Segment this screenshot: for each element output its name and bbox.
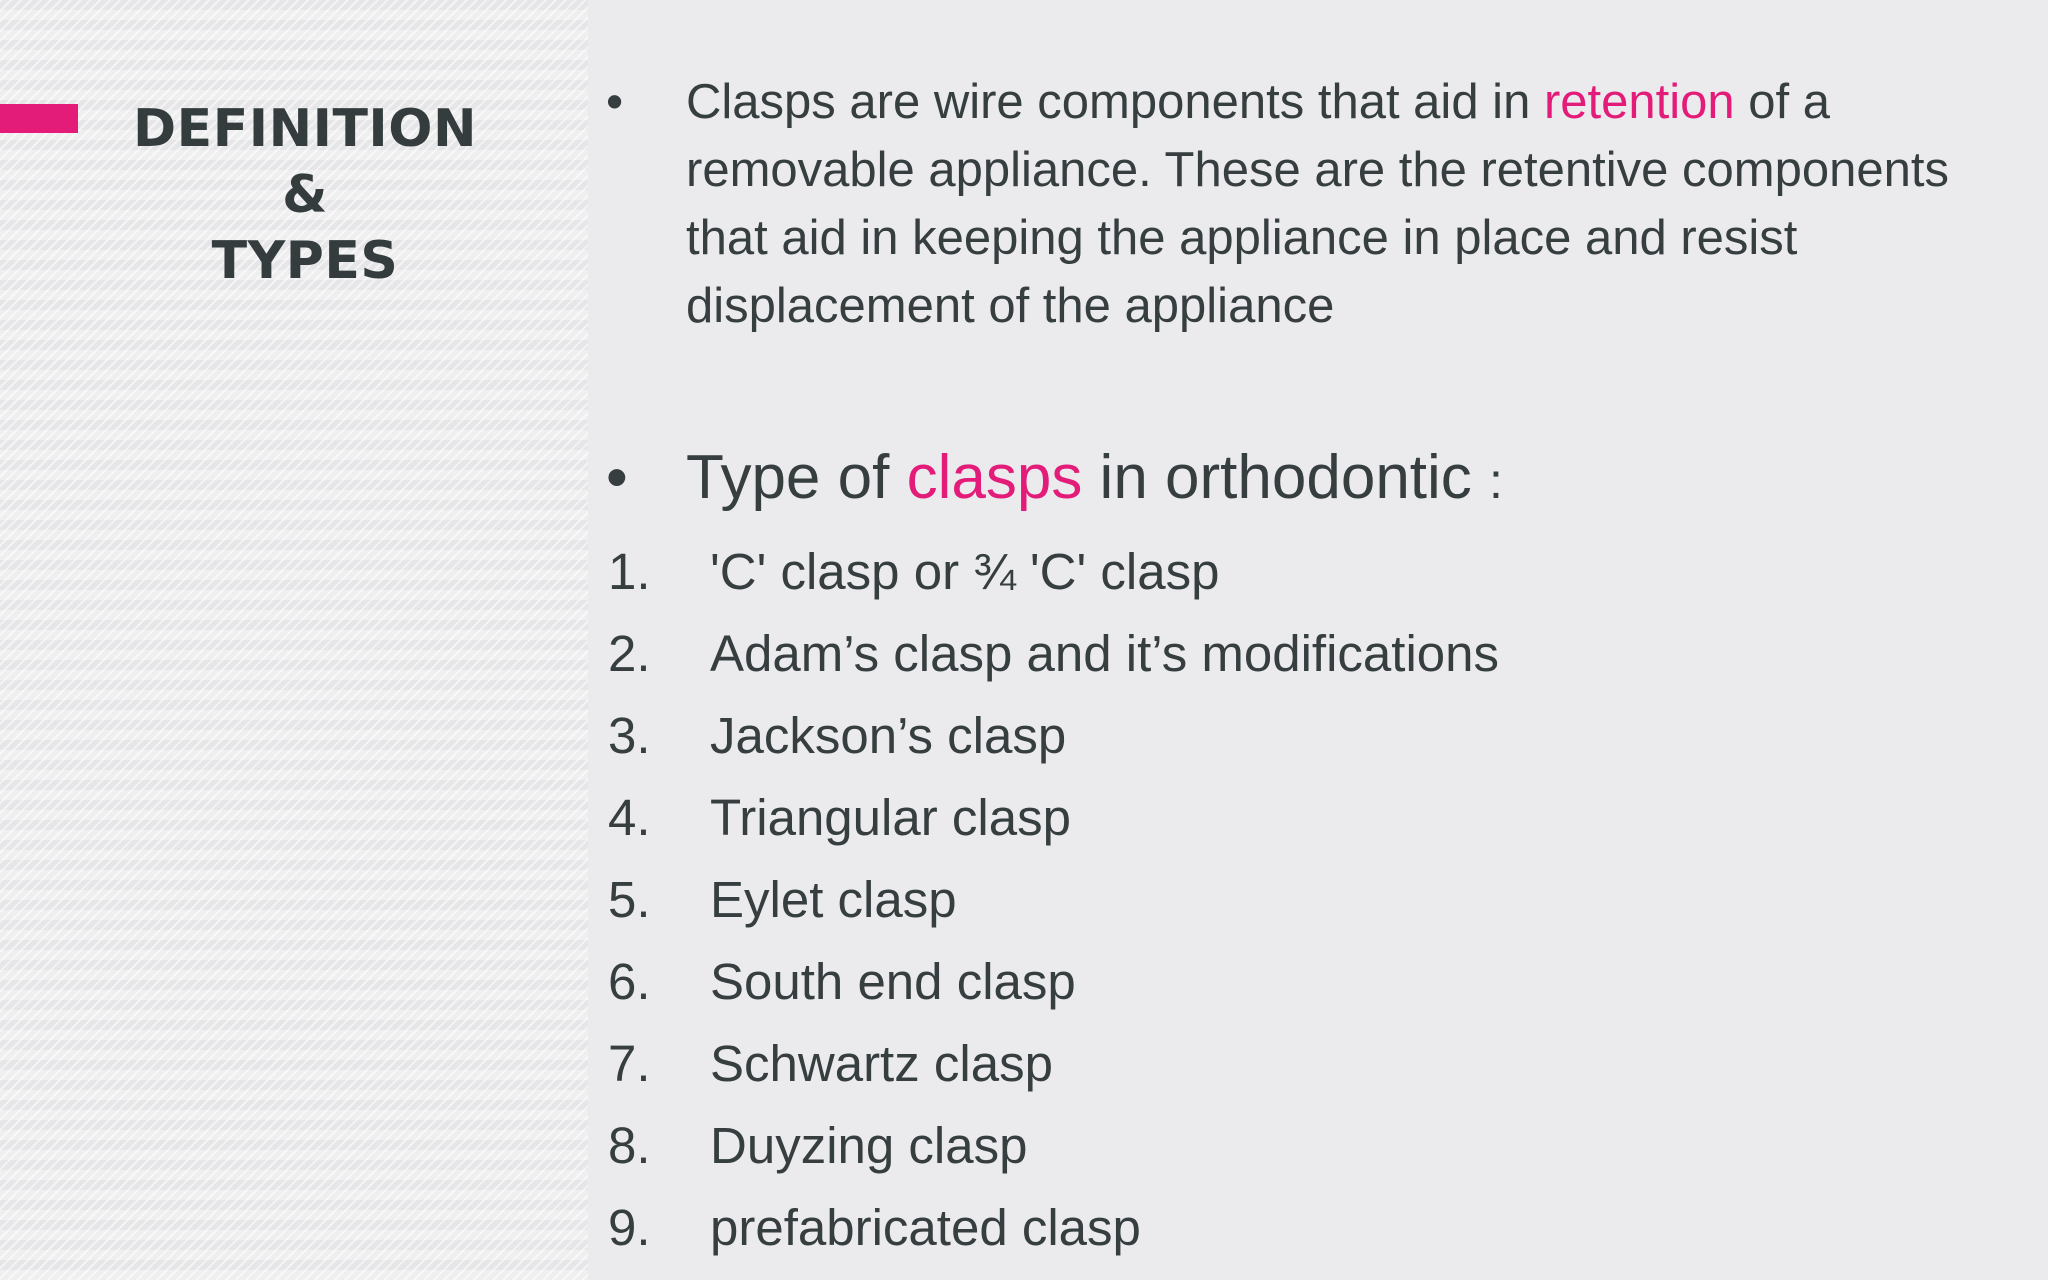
- list-item-number: 2.: [608, 624, 651, 682]
- list-item-number: 3.: [608, 706, 651, 764]
- list-item-label: Schwartz clasp: [710, 1034, 1053, 1092]
- bullet-icon: •: [606, 443, 628, 512]
- list-item-label: Triangular clasp: [710, 788, 1071, 846]
- list-item-number: 4.: [608, 788, 651, 846]
- list-item-label: Jackson’s clasp: [710, 706, 1067, 764]
- list-item-number: 9.: [608, 1198, 651, 1256]
- types-heading: [600, 438, 1503, 521]
- accent-bar: [0, 104, 78, 133]
- slide-content: [600, 0, 2020, 1280]
- list-item-number: 7.: [608, 1034, 651, 1092]
- list-item-label: Adam’s clasp and it’s modifications: [710, 624, 1500, 682]
- list-item: [600, 1104, 1499, 1186]
- list-item-number: 1.: [608, 542, 651, 600]
- definition-bullet: [600, 68, 1966, 340]
- clasp-types-list: [600, 530, 1499, 1268]
- definition-text: Clasps are wire components that aid in retention of a removable appliance. These are the retentive components that aid in keeping the appliance in place and resist displacement of the appliance: [686, 75, 1949, 333]
- list-item: [600, 1186, 1499, 1268]
- list-item-label: prefabricated clasp: [710, 1198, 1141, 1256]
- list-item-label: Duyzing clasp: [710, 1116, 1028, 1174]
- highlight-retention: retention: [1543, 75, 1735, 129]
- list-item-label: Eylet clasp: [710, 870, 957, 928]
- list-item-label: 'C' clasp or ¾ 'C' clasp: [710, 542, 1220, 600]
- list-item: [600, 858, 1499, 940]
- section-title: [110, 96, 500, 294]
- list-item: [600, 776, 1499, 858]
- section-title-line: TYPES: [211, 231, 399, 291]
- section-title-line: &: [282, 165, 328, 225]
- list-item-number: 8.: [608, 1116, 651, 1174]
- section-title-line: DEFINITION: [133, 99, 477, 159]
- list-item: [600, 1022, 1499, 1104]
- list-item: [600, 940, 1499, 1022]
- types-heading-text: Type of clasps in orthodontic :: [686, 443, 1503, 512]
- list-item-label: South end clasp: [710, 952, 1076, 1010]
- list-item: [600, 694, 1499, 776]
- list-item: [600, 612, 1499, 694]
- highlight-clasps: clasps: [906, 443, 1083, 512]
- list-item: [600, 530, 1499, 612]
- list-item-number: 5.: [608, 870, 651, 928]
- list-item-number: 6.: [608, 952, 651, 1010]
- bullet-icon: •: [606, 75, 624, 129]
